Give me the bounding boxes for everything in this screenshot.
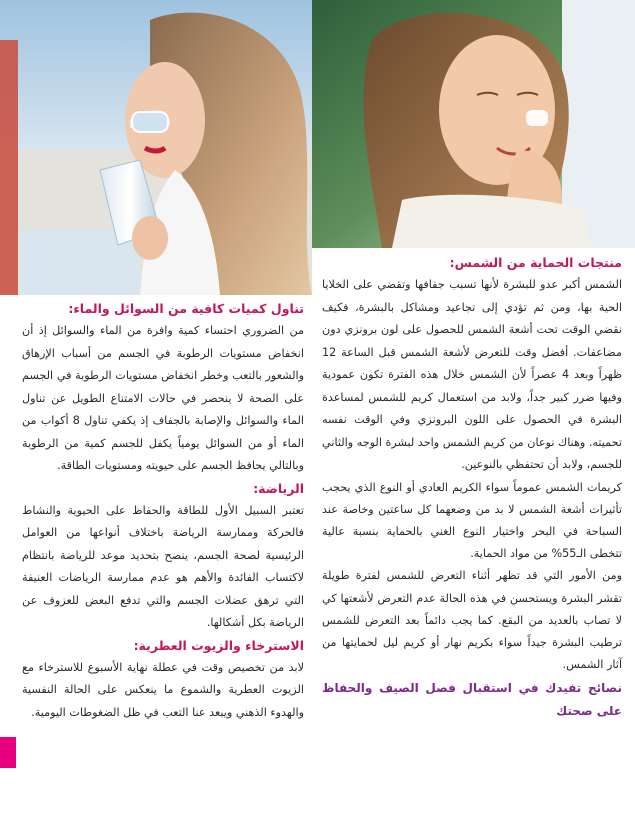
- sunscreen-paragraph-1: الشمس أكبر عدو للبشرة لأنها تسبب جفافها وتقضي على الخلايا الحية بها، ومن ثم تؤدي إلى تجاعيد ومشاكل بالبشرة، فكيف نقضي الوقت تحت أشعة الشمس للحصول على لون برونزي دون مضاعفات. أفضل وقت للتعرض لأشعة الشمس قبل الساعة 12 ظهراً وبعد 4 عصراً لأن الشمس خلال هذه الفترة تكون عمودية وفيها ضرر كبير جداً، ولابد من استعمال كريم للشمس لمساعدة البشرة في الحصول على اللون البرونزي وفي الوقت نفسه تحميته. وهناك نوعان من كريم الشمس واحد لبشرة الوجه والثاني للجسم، ولابد أن تحتفظي بالنوعين.: [322, 278, 622, 471]
- relaxation-section-heading: الاسترخاء والزيوت العطرية:: [133, 637, 304, 653]
- right-text-column: [322, 252, 622, 722]
- sunscreen-section-heading: منتجات الحماية من الشمس:: [449, 255, 622, 270]
- photo-woman-applying-sunscreen: [312, 0, 635, 248]
- photo-woman-drinking-water: [0, 0, 312, 295]
- left-text-column: [22, 298, 304, 724]
- sports-paragraph: تعتبر السبيل الأول للطاقة والحفاظ على الحيوية والنشاط فالحركة وممارسة الرياضة باختلاف أنواعها من العوامل الرئيسية لصحة الجسم، ينصح بتحديد موعد للرياضة بانتظام لاكتساب الفائدة والأهم هو عدم ممارسة الرياضات العنيفة التي ترهق عضلات الجسم والتي تدفع البعض للعزوف عن الرياضة بكل أشكالها.: [22, 503, 304, 629]
- sunscreen-paragraph-2: كريمات الشمس عموماً سواء الكريم العادي أو النوع الذي يحجب تأثيرات أشعة الشمس لا بد من وضعهما كل ساعتين وخاصة عند السباحة في البحر واختيار النوع الغني بالحماية بنسبة عالية تتخطى الـ55% من مواد الحماية.: [322, 480, 622, 561]
- sunscreen-paragraph-3: ومن الأمور التي قد تظهر أثناء التعرض للشمس لفترة طويلة تقشر البشرة ويستحسن في هذه الحالة عدم التعرض لأشعتها كي لا تصاب بالعديد من البقع. كما يجب دائماً بعد التعرض للشمس ترطيب البشرة جيداً سواء بكريم نهار أو كريم ليل لحمايتها من آثار الشمس.: [322, 569, 622, 672]
- relaxation-paragraph: لابد من تخصيص وقت في عطلة نهاية الأسبوع للاسترخاء مع الزيوت العطرية والشموع ما ينعكس على الحالة النفسية والهدوء الذهني ويبعد عنا التعب في ظل الضغوطات اليومية.: [22, 660, 304, 719]
- sports-section-heading: الرياضة:: [253, 480, 304, 496]
- summer-tips-closing: نصائح تفيدك في استقبال فصل الصيف والحفاظ على صحتك: [322, 681, 622, 718]
- page-edge-tab: [0, 737, 16, 768]
- fluids-paragraph: من الضروري احتساء كمية وافرة من الماء والسوائل إذ أن انخفاض مستويات الرطوبة في الجسم من أسباب الإرهاق والشعور بالتعب وخطر انخفاض مستويات الرطوبة في الجسم على الصحة لا ينحصر في حالات الامتناع الطويل عن تناول الماء والسوائل والإصابة بالجفاف إذ يكفي تناول 8 أكواب من الماء أو من السوائل يومياً يكفل للجسم كمية من الرطوبة وبالتالي يحافظ الجسم على حيويته ومستويات الطاقة.: [22, 324, 304, 472]
- fluids-section-heading: تناول كميات كافية من السوائل والماء:: [68, 301, 304, 316]
